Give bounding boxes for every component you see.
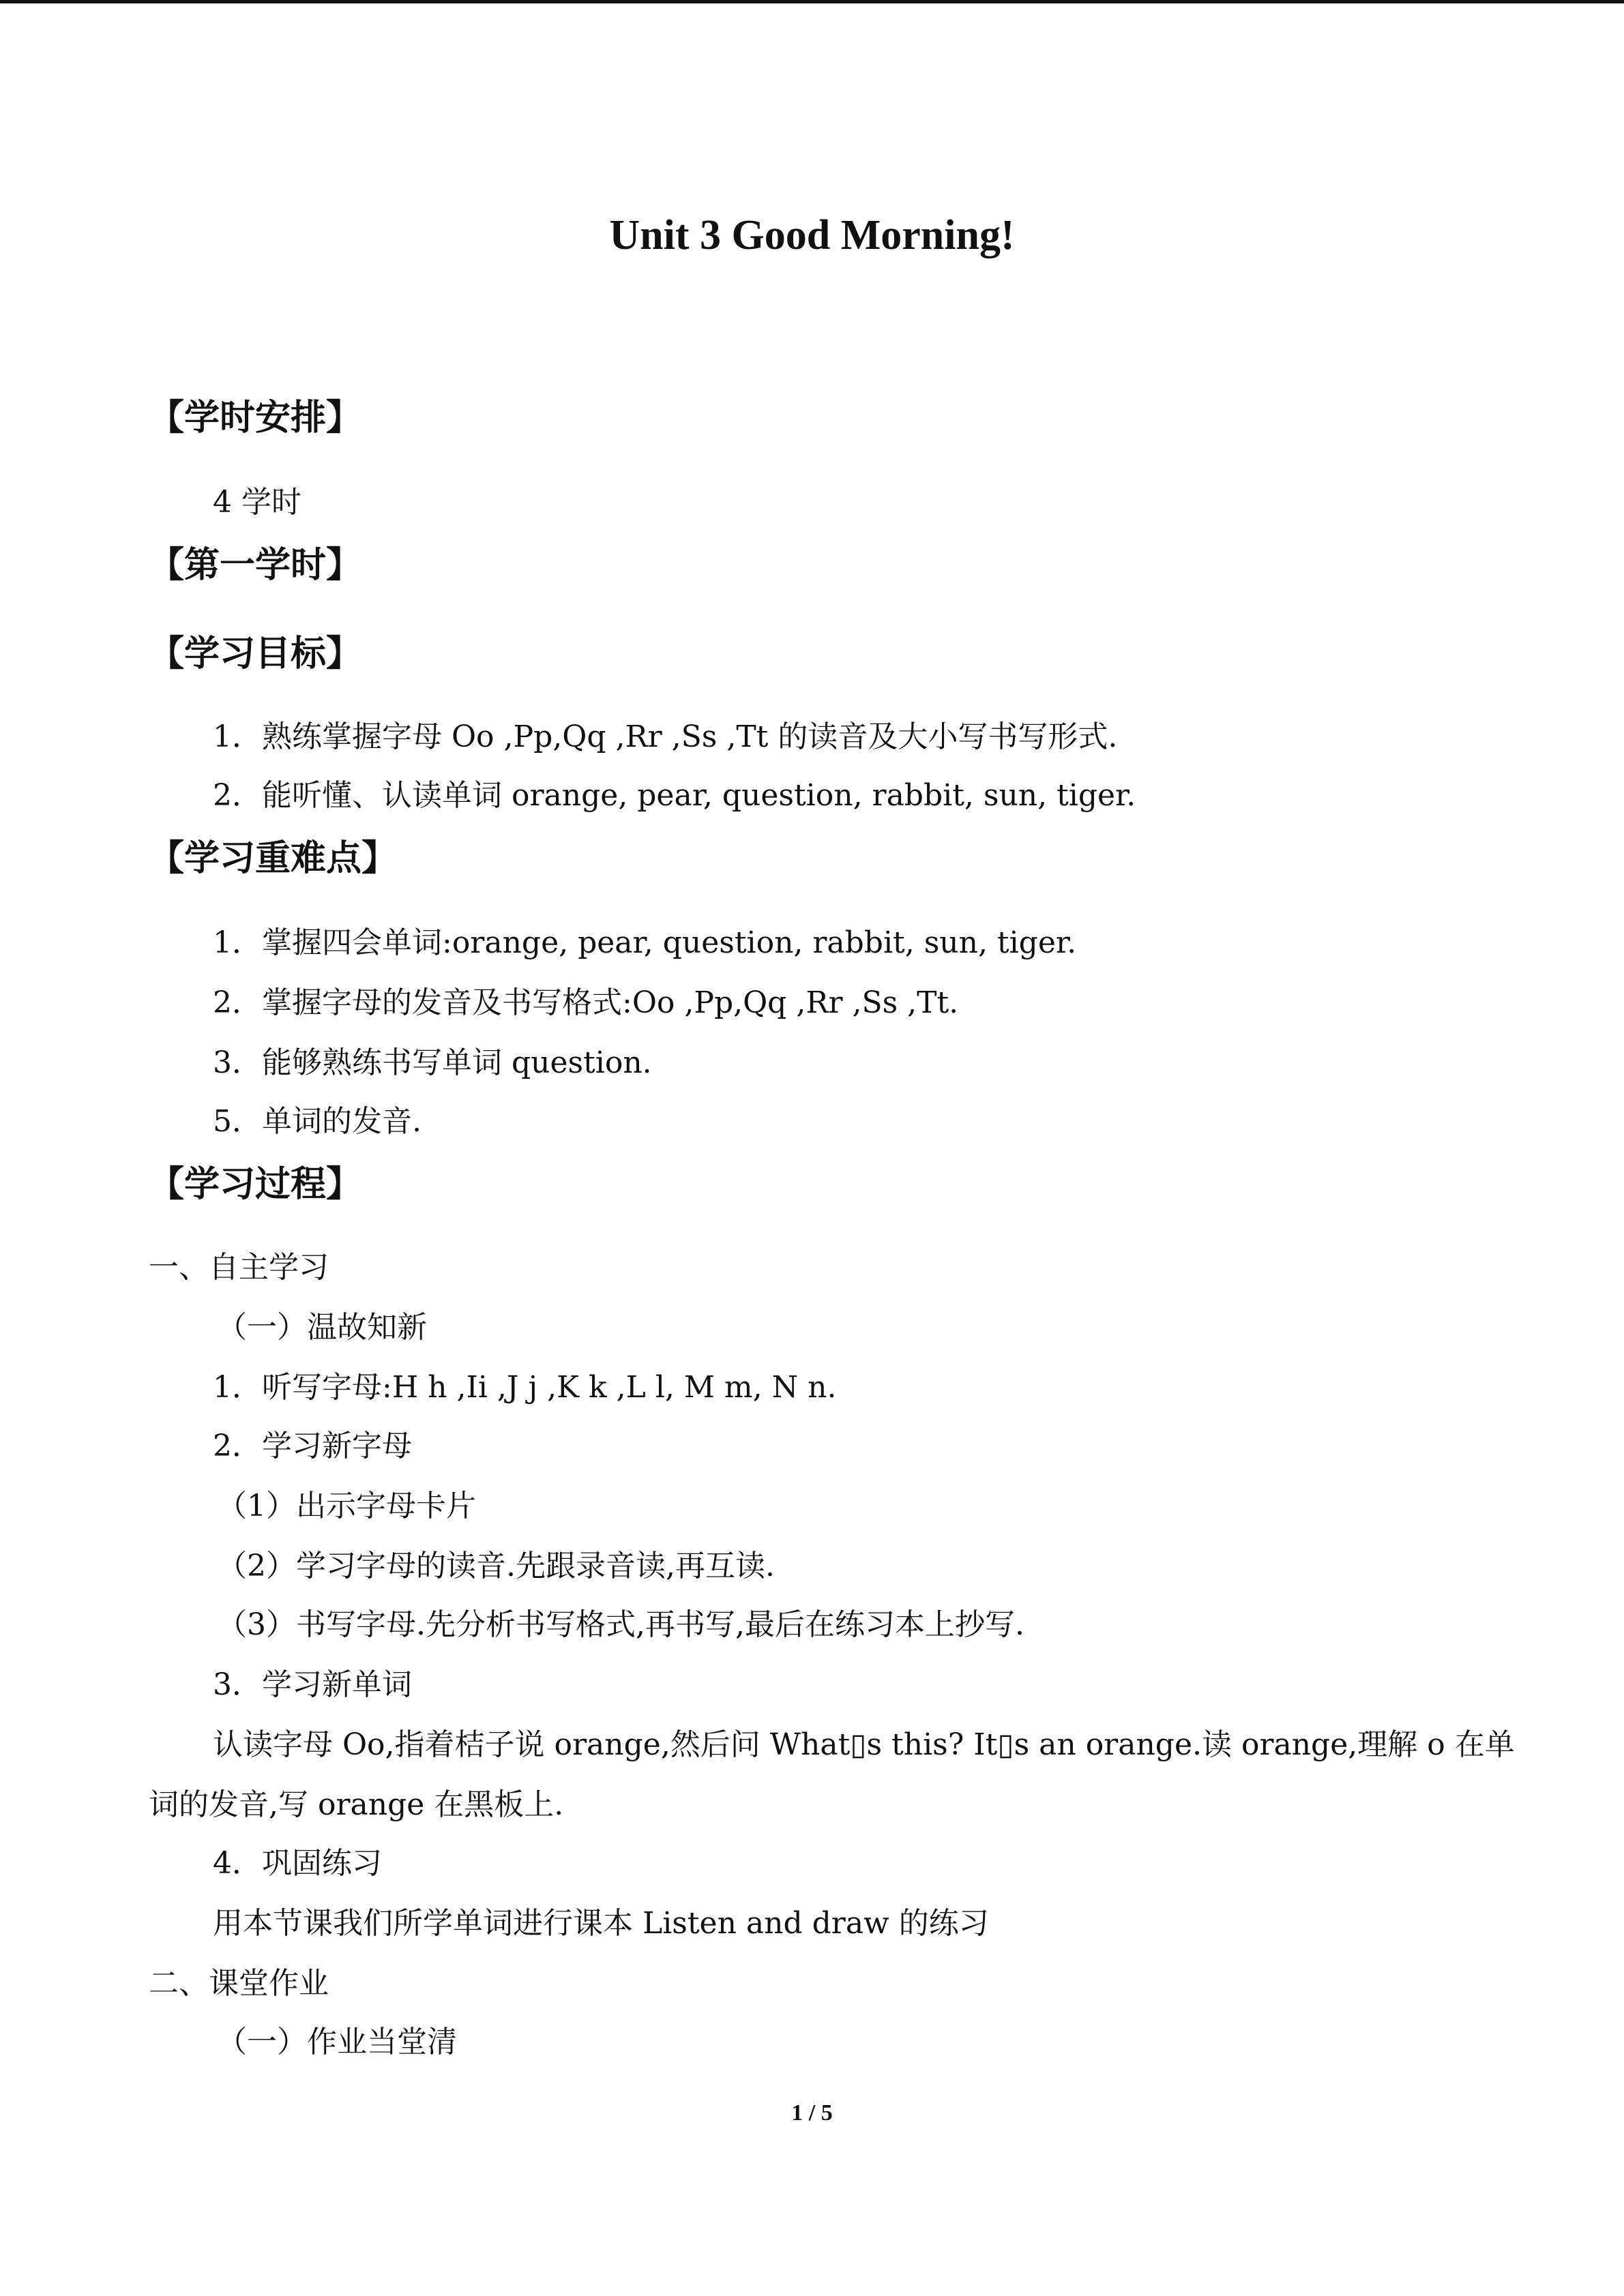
process-review: （一）温故知新 — [217, 1310, 427, 1345]
key-point-item: 1．掌握四会单词:orange, pear, question, rabbit, sun, tiger. — [213, 925, 1077, 960]
heading-process: 【学习过程】 — [149, 1163, 362, 1205]
schedule-text: 4 学时 — [213, 485, 301, 520]
page-number: 1 / 5 — [791, 2100, 833, 2126]
process-step: 1．听写字母:H h ,Ii ,J j ,K k ,L l, M m, N n. — [213, 1370, 837, 1405]
goal-item: 2．能听懂、认读单词 orange, pear, question, rabbit, sun, tiger. — [213, 778, 1136, 813]
process-part2: 二、课堂作业 — [149, 1966, 329, 2001]
heading-goals: 【学习目标】 — [149, 633, 362, 674]
heading-lesson1: 【第一学时】 — [149, 544, 362, 586]
top-border — [0, 0, 1624, 3]
process-step: 3．学习新单词 — [213, 1667, 412, 1702]
process-paragraph-line: 认读字母 Oo,指着桔子说 orange,然后问 What▯s this? It▯s an orange.读 orange,理解 o 在单 — [213, 1727, 1515, 1762]
process-paragraph-line: 词的发音,写 orange 在黑板上. — [149, 1787, 564, 1822]
process-substep: （1）出示字母卡片 — [217, 1489, 476, 1523]
goal-item: 1．熟练掌握字母 Oo ,Pp,Qq ,Rr ,Ss ,Tt 的读音及大小写书写形式. — [213, 719, 1118, 754]
document-title: Unit 3 Good Morning! — [609, 212, 1015, 258]
heading-key-points: 【学习重难点】 — [149, 837, 398, 879]
process-substep: （3）书写字母.先分析书写格式,再书写,最后在练习本上抄写. — [217, 1607, 1024, 1642]
process-step: 2．学习新字母 — [213, 1429, 412, 1463]
key-point-item: 5．单词的发音. — [213, 1104, 422, 1139]
heading-schedule: 【学时安排】 — [149, 397, 362, 438]
key-point-item: 3．能够熟练书写单词 question. — [213, 1045, 652, 1080]
homework-item: （一）作业当堂清 — [217, 2025, 457, 2059]
process-substep: （2）学习字母的读音.先跟录音读,再互读. — [217, 1549, 775, 1583]
process-part1: 一、自主学习 — [149, 1250, 329, 1285]
process-step: 4．巩固练习 — [213, 1846, 382, 1881]
key-point-item: 2．掌握字母的发音及书写格式:Oo ,Pp,Qq ,Rr ,Ss ,Tt. — [213, 985, 959, 1020]
process-paragraph: 用本节课我们所学单词进行课本 Listen and draw 的练习 — [213, 1906, 989, 1941]
